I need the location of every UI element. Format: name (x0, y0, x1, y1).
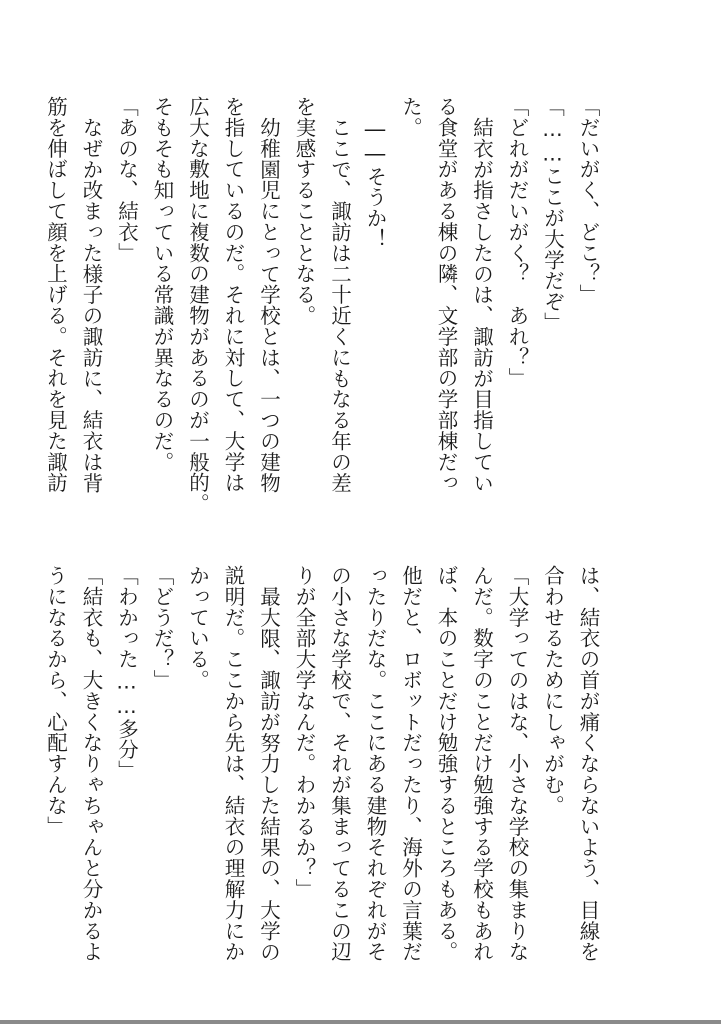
text-line: 広大な敷地に複数の建物があるのが一般的。 (185, 96, 210, 514)
text-line: かっている。 (185, 565, 210, 691)
text-line: を指しているのだ。それに対して、大学は (221, 96, 245, 494)
text-line: る食堂がある棟の隣、文学部の学部棟だっ (434, 96, 458, 494)
text-line: 説明だ。ここから先は、結衣の理解力にか (221, 565, 245, 963)
text-line: 他だと、ロボットだったり、海外の言葉だ (398, 565, 423, 963)
text-line: ここで、諏訪は二十近くにもなる年の差 (327, 116, 352, 493)
text-line: そもそも知っている常識が異なるのだ。 (150, 96, 174, 473)
text-line: うになるから、心配すんな」 (43, 565, 68, 837)
text-line: ったりだな。ここにある建物それぞれがそ (363, 565, 387, 963)
text-line: た。 (398, 96, 423, 138)
text-block-bottom (37, 565, 605, 963)
text-line: なぜか改まった様子の諏訪に、結衣は背 (79, 116, 103, 493)
text-line: ――そうか！ (363, 116, 387, 249)
text-line: 幼稚園児にとって学校とは、一つの建物 (256, 116, 281, 493)
text-line: の小さな学校で、それが集まってるこの辺 (327, 565, 352, 963)
text-line: 最大限、諏訪が努力した結果の、大学の (256, 585, 281, 962)
text-line: 「大学ってのはな、小さな学校の集まりな (505, 565, 529, 963)
text-line: 「だいがく、どこ？」 (576, 96, 600, 305)
text-line: 「あのな、結衣」 (114, 96, 139, 264)
text-line: 「……ここが大学だぞ」 (540, 96, 565, 333)
text-line: は、結衣の首が痛くならないよう、目線を (576, 565, 600, 963)
text-line: 合わせるためにしゃがむ。 (540, 565, 565, 816)
text-line: 「わかった……多分」 (114, 565, 139, 781)
text-block-top (37, 96, 605, 514)
text-line: りが全部大学なんだ。わかるか？」 (292, 565, 316, 900)
text-line: を実感することとなる。 (292, 96, 316, 326)
text-line: んだ。数字のことだけ勉強する学校もあれ (469, 565, 494, 963)
text-line: ば、本のことだけ勉強するところもある。 (434, 565, 458, 963)
text-line: 「結衣も、大きくなりゃちゃんと分かるよ (79, 565, 103, 963)
text-line: 「どうだ？」 (150, 565, 174, 691)
text-line: 「どれがだいがく？ あれ？」 (505, 96, 529, 389)
text-line: 結衣が指さしたのは、諏訪が目指してい (469, 116, 494, 493)
text-line: 筋を伸ばして顔を上げる。それを見た諏訪 (43, 96, 68, 494)
bottom-edge-bar (0, 1020, 721, 1024)
